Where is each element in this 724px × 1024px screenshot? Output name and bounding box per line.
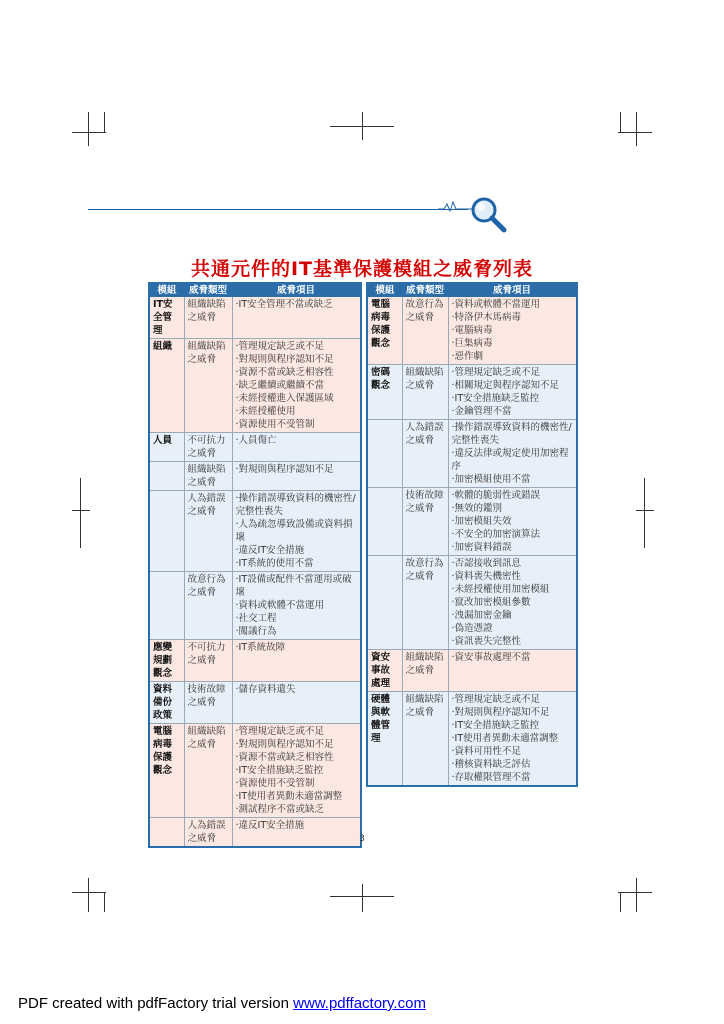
threat-item: ‧操作錯誤導致資料的機密性/完整性喪失 — [451, 422, 572, 446]
threat-item: ‧電腦病毒 — [451, 325, 493, 336]
threat-item: ‧資源不當或缺乏相容性 — [235, 752, 334, 763]
threat-item: ‧IT設備或配件不當運用或破壞 — [235, 574, 352, 598]
threat-items-cell — [232, 724, 361, 818]
module-cell: 組織 — [149, 339, 184, 433]
header-rule — [88, 209, 468, 210]
threat-item: ‧資源使用不受管制 — [235, 778, 315, 789]
module-cell: 密碼觀念 — [367, 365, 402, 420]
threat-item: ‧未經授權使用 — [235, 406, 296, 417]
module-cell — [367, 420, 402, 488]
threat-table-left — [148, 282, 362, 848]
threat-items-cell — [448, 488, 577, 556]
table-row — [149, 433, 361, 462]
threat-item: ‧金鑰管理不當 — [451, 406, 512, 417]
threat-item: ‧IT安全管理不當或缺乏 — [235, 299, 333, 310]
threat-type-cell: 故意行為之威脅 — [402, 297, 448, 365]
threat-item: ‧洩漏加密金鑰 — [451, 610, 512, 621]
threat-items-cell — [448, 420, 577, 488]
threat-item: ‧軟體的脆弱性或錯誤 — [451, 490, 541, 501]
module-cell: 資料備份政策 — [149, 682, 184, 724]
threat-item: ‧管理規定缺乏或不足 — [451, 367, 541, 378]
page-title: 共通元件的IT基準保護模組之威脅列表 — [190, 258, 534, 280]
threat-item: ‧人員傷亡 — [235, 435, 277, 446]
table-row — [367, 556, 577, 650]
threat-item: ‧未經授權使用加密模組 — [451, 584, 550, 595]
threat-item: ‧社交工程 — [235, 613, 277, 624]
header-type: 威脅類型 — [184, 283, 232, 297]
module-cell: 應變規劃觀念 — [149, 640, 184, 682]
threat-type-cell: 人為錯誤之威脅 — [402, 420, 448, 488]
table-row — [149, 491, 361, 572]
threat-item: ‧對規則與程序認知不足 — [235, 354, 334, 365]
header-items: 威脅項目 — [232, 283, 361, 297]
table-row — [367, 650, 577, 692]
threat-item: ‧存取權限管理不當 — [451, 772, 531, 783]
threat-item: ‧資料或軟體不當運用 — [235, 600, 325, 611]
header-module: 模組 — [367, 283, 402, 297]
threat-type-cell: 人為錯誤之威脅 — [184, 491, 232, 572]
threat-items-cell — [232, 433, 361, 462]
threat-type-cell: 組織缺陷之威脅 — [402, 365, 448, 420]
threat-item: ‧IT安全措施缺乏監控 — [451, 720, 540, 731]
threat-items-cell — [232, 682, 361, 724]
module-cell: 電腦病毒保護觀念 — [367, 297, 402, 365]
module-cell: 電腦病毒保護觀念 — [149, 724, 184, 818]
table-row — [367, 420, 577, 488]
threat-type-cell: 技術故障之威脅 — [184, 682, 232, 724]
threat-item: ‧違反IT安全措施 — [235, 545, 305, 556]
threat-item: ‧對規則與程序認知不足 — [451, 707, 550, 718]
threat-item: ‧加密資料錯誤 — [451, 542, 512, 553]
threat-item: ‧加密模組使用不當 — [451, 474, 531, 485]
threat-item: ‧無效的鑑別 — [451, 503, 503, 514]
wave-icon — [438, 196, 472, 216]
threat-item: ‧竄改加密模組參數 — [451, 597, 531, 608]
threat-type-cell: 組織缺陷之威脅 — [184, 297, 232, 339]
table-row — [149, 462, 361, 491]
page-number: 3 — [359, 834, 365, 844]
threat-item: ‧偽造憑證 — [451, 623, 493, 634]
threat-type-cell: 故意行為之威脅 — [184, 572, 232, 640]
threat-items-cell — [232, 462, 361, 491]
threat-item: ‧管理規定缺乏或不足 — [235, 341, 325, 352]
threat-item: ‧IT系統的使用不當 — [235, 558, 314, 569]
threat-item: ‧特洛伊木馬病毒 — [451, 312, 522, 323]
threat-items-cell — [448, 365, 577, 420]
threat-type-cell: 組織缺陷之威脅 — [402, 692, 448, 787]
module-cell — [149, 572, 184, 640]
threat-item: ‧資訊喪失完整性 — [451, 636, 522, 647]
module-cell: IT安全管理 — [149, 297, 184, 339]
threat-item: ‧加密模組失效 — [451, 516, 512, 527]
threat-item: ‧IT安全措施缺乏監控 — [451, 393, 540, 404]
threat-item: ‧對規則與程序認知不足 — [235, 464, 334, 475]
threat-item: ‧資安事故處理不當 — [451, 652, 531, 663]
table-row — [367, 297, 577, 365]
threat-items-cell — [448, 692, 577, 787]
threat-type-cell: 不可抗力之威脅 — [184, 433, 232, 462]
table-row — [149, 339, 361, 433]
threat-item: ‧儲存資料遺失 — [235, 684, 296, 695]
threat-item: ‧闖議行為 — [235, 626, 277, 637]
threat-item: ‧惡作劇 — [451, 351, 484, 362]
pdf-footer — [18, 995, 426, 1012]
threat-item: ‧對規則與程序認知不足 — [235, 739, 334, 750]
threat-item: ‧未經授權進入保護區域 — [235, 393, 334, 404]
threat-items-cell — [232, 339, 361, 433]
table-row — [149, 297, 361, 339]
module-cell — [149, 462, 184, 491]
threat-item: ‧資料可用性不足 — [451, 746, 522, 757]
table-row — [149, 572, 361, 640]
threat-type-cell: 組織缺陷之威脅 — [402, 650, 448, 692]
header-type: 威脅類型 — [402, 283, 448, 297]
threat-item: ‧管理規定缺乏或不足 — [235, 726, 325, 737]
threat-item: ‧否認接收到訊息 — [451, 558, 522, 569]
module-cell — [367, 556, 402, 650]
threat-table-right — [366, 282, 578, 787]
threat-item: ‧IT使用者異動未適當調整 — [451, 733, 559, 744]
threat-items-cell — [232, 572, 361, 640]
threat-item: ‧測試程序不當或缺乏 — [235, 804, 325, 815]
threat-item: ‧稽核資料缺乏評估 — [451, 759, 531, 770]
threat-item: ‧IT安全措施缺乏監控 — [235, 765, 324, 776]
module-cell: 資安事故處理 — [367, 650, 402, 692]
module-cell: 硬體與軟體管理 — [367, 692, 402, 787]
threat-type-cell: 人為錯誤之威脅 — [184, 818, 232, 848]
threat-item: ‧相關規定與程序認知不足 — [451, 380, 560, 391]
threat-items-cell — [232, 640, 361, 682]
threat-type-cell: 組織缺陷之威脅 — [184, 462, 232, 491]
threat-item: ‧資源不當或缺乏相容性 — [235, 367, 334, 378]
header-items: 威脅項目 — [448, 283, 577, 297]
threat-item: ‧違反法律或規定使用加密程序 — [451, 448, 569, 472]
table-row — [149, 682, 361, 724]
threat-item: ‧資料或軟體不當運用 — [451, 299, 541, 310]
threat-items-cell — [232, 491, 361, 572]
threat-item: ‧人為疏忽導致設備或資料損壞 — [235, 519, 353, 543]
module-cell — [149, 491, 184, 572]
threat-type-cell: 技術故障之威脅 — [402, 488, 448, 556]
threat-type-cell: 不可抗力之威脅 — [184, 640, 232, 682]
threat-type-cell: 組織缺陷之威脅 — [184, 724, 232, 818]
module-cell: 人員 — [149, 433, 184, 462]
threat-item: ‧資源使用不受管制 — [235, 419, 315, 430]
table-row — [367, 488, 577, 556]
table-header — [367, 283, 577, 297]
table-row — [149, 724, 361, 818]
threat-items-cell — [448, 556, 577, 650]
header-module: 模組 — [149, 283, 184, 297]
threat-item: ‧不安全的加密演算法 — [451, 529, 541, 540]
threat-item: ‧操作錯誤導致資料的機密性/完整性喪失 — [235, 493, 356, 517]
threat-item: ‧資料喪失機密性 — [451, 571, 522, 582]
threat-item: ‧違反IT安全措施 — [235, 820, 305, 831]
table-row — [367, 365, 577, 420]
table-header — [149, 283, 361, 297]
footer-link[interactable]: www.pdffactory.com — [293, 995, 426, 1012]
module-cell — [367, 488, 402, 556]
threat-items-cell — [232, 297, 361, 339]
threat-items-cell — [448, 650, 577, 692]
threat-type-cell: 組織缺陷之威脅 — [184, 339, 232, 433]
footer-text: PDF created with pdfFactory trial version — [18, 995, 294, 1012]
threat-item: ‧巨集病毒 — [451, 338, 493, 349]
threat-item: ‧缺乏繼續或繼續不當 — [235, 380, 325, 391]
threat-item: ‧IT使用者異動未適當調整 — [235, 791, 343, 802]
threat-type-cell: 故意行為之威脅 — [402, 556, 448, 650]
threat-item: ‧管理規定缺乏或不足 — [451, 694, 541, 705]
threat-items-cell — [448, 297, 577, 365]
table-row — [149, 640, 361, 682]
table-row — [367, 692, 577, 787]
magnifier-icon — [468, 196, 508, 234]
threat-item: ‧IT系統故障 — [235, 642, 286, 653]
